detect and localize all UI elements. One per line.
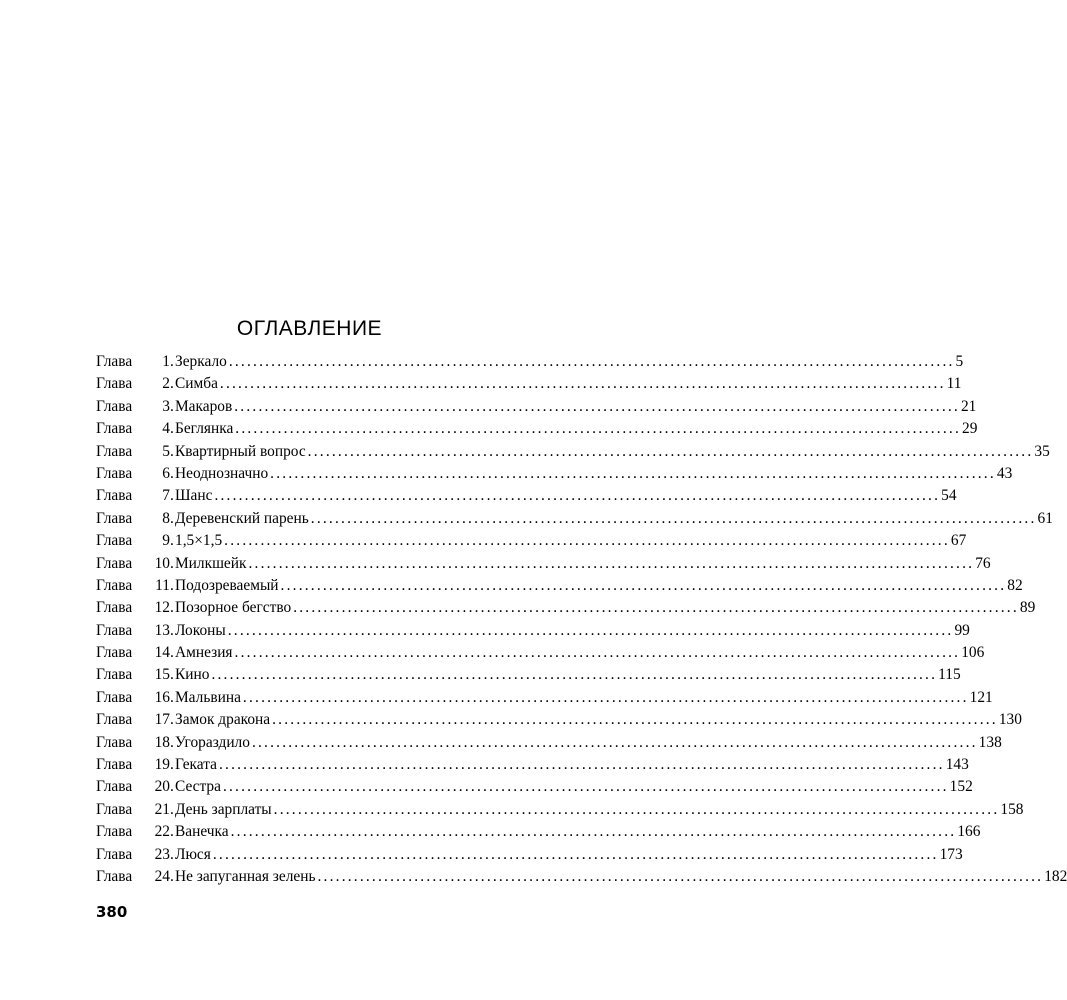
chapter-title: Квартирный вопрос — [175, 442, 306, 460]
chapter-title: Шанс — [175, 487, 213, 505]
dot-leader: ........................................................................................................................ — [212, 845, 939, 863]
chapter-title: Ванечка — [175, 823, 229, 841]
chapter-page: 5 — [955, 353, 964, 370]
toc-entry — [96, 441, 1050, 463]
toc-entry — [96, 709, 1022, 731]
dot-leader: ........................................................................................................................ — [293, 599, 1019, 617]
chapter-number: 17 — [154, 711, 170, 729]
chapter-number: 13 — [154, 621, 170, 639]
toc-entry — [96, 844, 963, 866]
chapter-label: Глава — [96, 554, 133, 572]
dot-leader: ........................................................................................................................ — [242, 688, 969, 706]
toc-entry — [96, 642, 985, 664]
chapter-number: 15 — [154, 666, 170, 684]
chapter-label: Глава — [96, 733, 133, 751]
chapter-label: Глава — [96, 509, 133, 527]
chapter-title: Амнезия — [175, 644, 233, 662]
chapter-page: 43 — [996, 464, 1013, 482]
toc-entry — [96, 597, 1036, 619]
chapter-page: 29 — [962, 420, 978, 438]
chapter-label: Глава — [96, 823, 133, 841]
chapter-label: Глава — [96, 644, 133, 662]
chapter-number-separator: . — [170, 666, 174, 684]
toc-title: ОГЛАВЛЕНИЕ — [236, 317, 383, 340]
chapter-title: Макаров — [175, 397, 233, 415]
chapter-number-separator: . — [170, 554, 174, 572]
chapter-page: 54 — [941, 487, 957, 505]
chapter-number-separator: . — [170, 487, 174, 505]
toc-entry — [96, 553, 991, 575]
toc-entry — [96, 373, 962, 395]
chapter-page: 99 — [954, 621, 970, 639]
chapter-number-separator: . — [170, 576, 174, 594]
chapter-number: 11 — [155, 576, 170, 594]
dot-leader: ........................................................................................................................ — [234, 644, 961, 662]
toc-entry — [96, 776, 973, 798]
chapter-title: Геката — [175, 756, 217, 774]
chapter-number: 18 — [154, 733, 170, 751]
dot-leader: ........................................................................................................................ — [230, 823, 957, 841]
dot-leader: ........................................................................................................................ — [235, 420, 961, 438]
chapter-number-separator: . — [170, 509, 174, 527]
chapter-label: Глава — [96, 353, 133, 370]
chapter-number: 1 — [162, 353, 170, 370]
dot-leader: ........................................................................................................................ — [234, 397, 960, 415]
chapter-page: 21 — [960, 397, 977, 415]
toc-entry — [96, 620, 970, 642]
chapter-number: 9 — [162, 532, 170, 550]
chapter-number-separator: . — [170, 733, 174, 751]
page-number: 380 — [96, 903, 128, 921]
chapter-label: Глава — [96, 666, 133, 684]
dot-leader: ........................................................................................................................ — [219, 375, 946, 393]
chapter-title: Сестра — [175, 778, 221, 796]
dot-leader: ........................................................................................................................ — [228, 353, 955, 370]
toc-list — [96, 351, 1067, 888]
chapter-page: 11 — [946, 375, 962, 393]
chapter-title: Замок дракона — [175, 711, 271, 729]
chapter-label: Глава — [96, 778, 133, 796]
chapter-label: Глава — [96, 487, 133, 505]
chapter-page: 35 — [1034, 442, 1050, 460]
chapter-title: Подозреваемый — [175, 576, 279, 594]
chapter-number: 20 — [154, 778, 170, 796]
chapter-page: 182 — [1044, 867, 1067, 885]
dot-leader: ........................................................................................................................ — [227, 621, 954, 639]
chapter-number-separator: . — [170, 867, 174, 885]
chapter-label: Глава — [96, 845, 133, 863]
chapter-title: Зеркало — [175, 353, 227, 370]
chapter-number-separator: . — [170, 711, 174, 729]
chapter-label: Глава — [96, 599, 133, 617]
toc-entry — [96, 508, 1053, 530]
chapter-page: 138 — [978, 733, 1002, 751]
chapter-number-separator: . — [170, 353, 174, 370]
chapter-label: Глава — [96, 711, 133, 729]
chapter-title: Не запуганная зелень — [175, 867, 316, 885]
toc-entry — [96, 351, 964, 373]
chapter-label: Глава — [96, 576, 133, 594]
chapter-number-separator: . — [170, 823, 174, 841]
dot-leader: ........................................................................................................................ — [222, 778, 949, 796]
chapter-title: 1,5×1,5 — [175, 532, 223, 550]
chapter-number: 19 — [154, 756, 170, 774]
chapter-number: 21 — [154, 800, 170, 818]
chapter-title: Люся — [175, 845, 211, 863]
toc-entry — [96, 866, 1067, 888]
chapter-number: 7 — [162, 487, 170, 505]
chapter-label: Глава — [96, 688, 133, 706]
chapter-page: 121 — [969, 688, 993, 706]
chapter-number: 6 — [162, 464, 170, 482]
chapter-number-separator: . — [170, 845, 174, 863]
chapter-number: 22 — [154, 823, 170, 841]
dot-leader: ........................................................................................................................ — [317, 867, 1044, 885]
chapter-number-separator: . — [170, 464, 174, 482]
dot-leader: ........................................................................................................................ — [270, 464, 996, 482]
chapter-number-separator: . — [170, 688, 174, 706]
toc-entry — [96, 732, 1002, 754]
toc-entry — [96, 463, 1013, 485]
chapter-title: Беглянка — [175, 420, 234, 438]
chapter-number: 2 — [162, 375, 170, 393]
chapter-label: Глава — [96, 397, 133, 415]
chapter-label: Глава — [96, 867, 133, 885]
chapter-label: Глава — [96, 532, 133, 550]
toc-entry — [96, 687, 993, 709]
chapter-number: 3 — [162, 397, 170, 415]
chapter-page: 143 — [945, 756, 969, 774]
chapter-number: 23 — [154, 845, 170, 863]
dot-leader: ........................................................................................................................ — [248, 554, 975, 572]
dot-leader: ........................................................................................................................ — [272, 711, 998, 729]
dot-leader: ........................................................................................................................ — [280, 576, 1007, 594]
chapter-label: Глава — [96, 442, 133, 460]
dot-leader: ........................................................................................................................ — [307, 442, 1034, 460]
chapter-number: 12 — [154, 599, 170, 617]
chapter-number: 16 — [154, 688, 170, 706]
chapter-title: Локоны — [175, 621, 226, 639]
dot-leader: ........................................................................................................................ — [224, 532, 950, 550]
chapter-page: 61 — [1037, 509, 1053, 527]
chapter-title: Милкшейк — [175, 554, 247, 572]
chapter-page: 166 — [957, 823, 981, 841]
chapter-number: 14 — [154, 644, 170, 662]
chapter-page: 82 — [1007, 576, 1023, 594]
chapter-page: 106 — [961, 644, 985, 662]
chapter-number-separator: . — [170, 397, 174, 415]
dot-leader: ........................................................................................................................ — [273, 800, 1000, 818]
chapter-title: Позорное бегство — [175, 599, 292, 617]
chapter-title: Кино — [175, 666, 210, 684]
chapter-label: Глава — [96, 756, 133, 774]
chapter-label: Глава — [96, 800, 133, 818]
chapter-page: 67 — [950, 532, 967, 550]
chapter-number: 5 — [162, 442, 170, 460]
chapter-page: 173 — [939, 845, 963, 863]
toc-entry — [96, 485, 957, 507]
chapter-title: Угораздило — [175, 733, 250, 751]
dot-leader: ........................................................................................................................ — [214, 487, 941, 505]
chapter-number: 10 — [154, 554, 170, 572]
chapter-label: Глава — [96, 375, 133, 393]
toc-entry — [96, 418, 978, 440]
chapter-title: Деревенский парень — [175, 509, 309, 527]
toc-entry — [96, 575, 1023, 597]
chapter-page: 89 — [1019, 599, 1036, 617]
chapter-number-separator: . — [170, 800, 174, 818]
chapter-number-separator: . — [170, 621, 174, 639]
toc-entry — [96, 754, 969, 776]
chapter-number-separator: . — [170, 532, 174, 550]
chapter-page: 158 — [1000, 800, 1024, 818]
chapter-number-separator: . — [170, 756, 174, 774]
chapter-title: Неоднозначно — [175, 464, 269, 482]
dot-leader: ........................................................................................................................ — [310, 509, 1037, 527]
toc-entry — [96, 821, 981, 843]
chapter-number-separator: . — [170, 442, 174, 460]
chapter-label: Глава — [96, 464, 133, 482]
chapter-title: День зарплаты — [175, 800, 272, 818]
chapter-title: Мальвина — [175, 688, 241, 706]
chapter-number-separator: . — [170, 420, 174, 438]
chapter-number: 8 — [162, 509, 170, 527]
chapter-label: Глава — [96, 420, 133, 438]
chapter-number-separator: . — [170, 375, 174, 393]
dot-leader: ........................................................................................................................ — [218, 756, 945, 774]
toc-entry — [96, 530, 967, 552]
dot-leader: ........................................................................................................................ — [251, 733, 978, 751]
dot-leader: ........................................................................................................................ — [211, 666, 938, 684]
toc-entry — [96, 664, 961, 686]
chapter-title: Симба — [175, 375, 218, 393]
chapter-number-separator: . — [170, 778, 174, 796]
chapter-number: 4 — [162, 420, 170, 438]
chapter-page: 76 — [975, 554, 991, 572]
chapter-page: 115 — [938, 666, 961, 684]
chapter-number: 24 — [154, 867, 170, 885]
chapter-page: 152 — [949, 778, 973, 796]
chapter-label: Глава — [96, 621, 133, 639]
chapter-number-separator: . — [170, 599, 174, 617]
toc-entry — [96, 799, 1024, 821]
chapter-page: 130 — [998, 711, 1022, 729]
chapter-number-separator: . — [170, 644, 174, 662]
toc-entry — [96, 396, 977, 418]
